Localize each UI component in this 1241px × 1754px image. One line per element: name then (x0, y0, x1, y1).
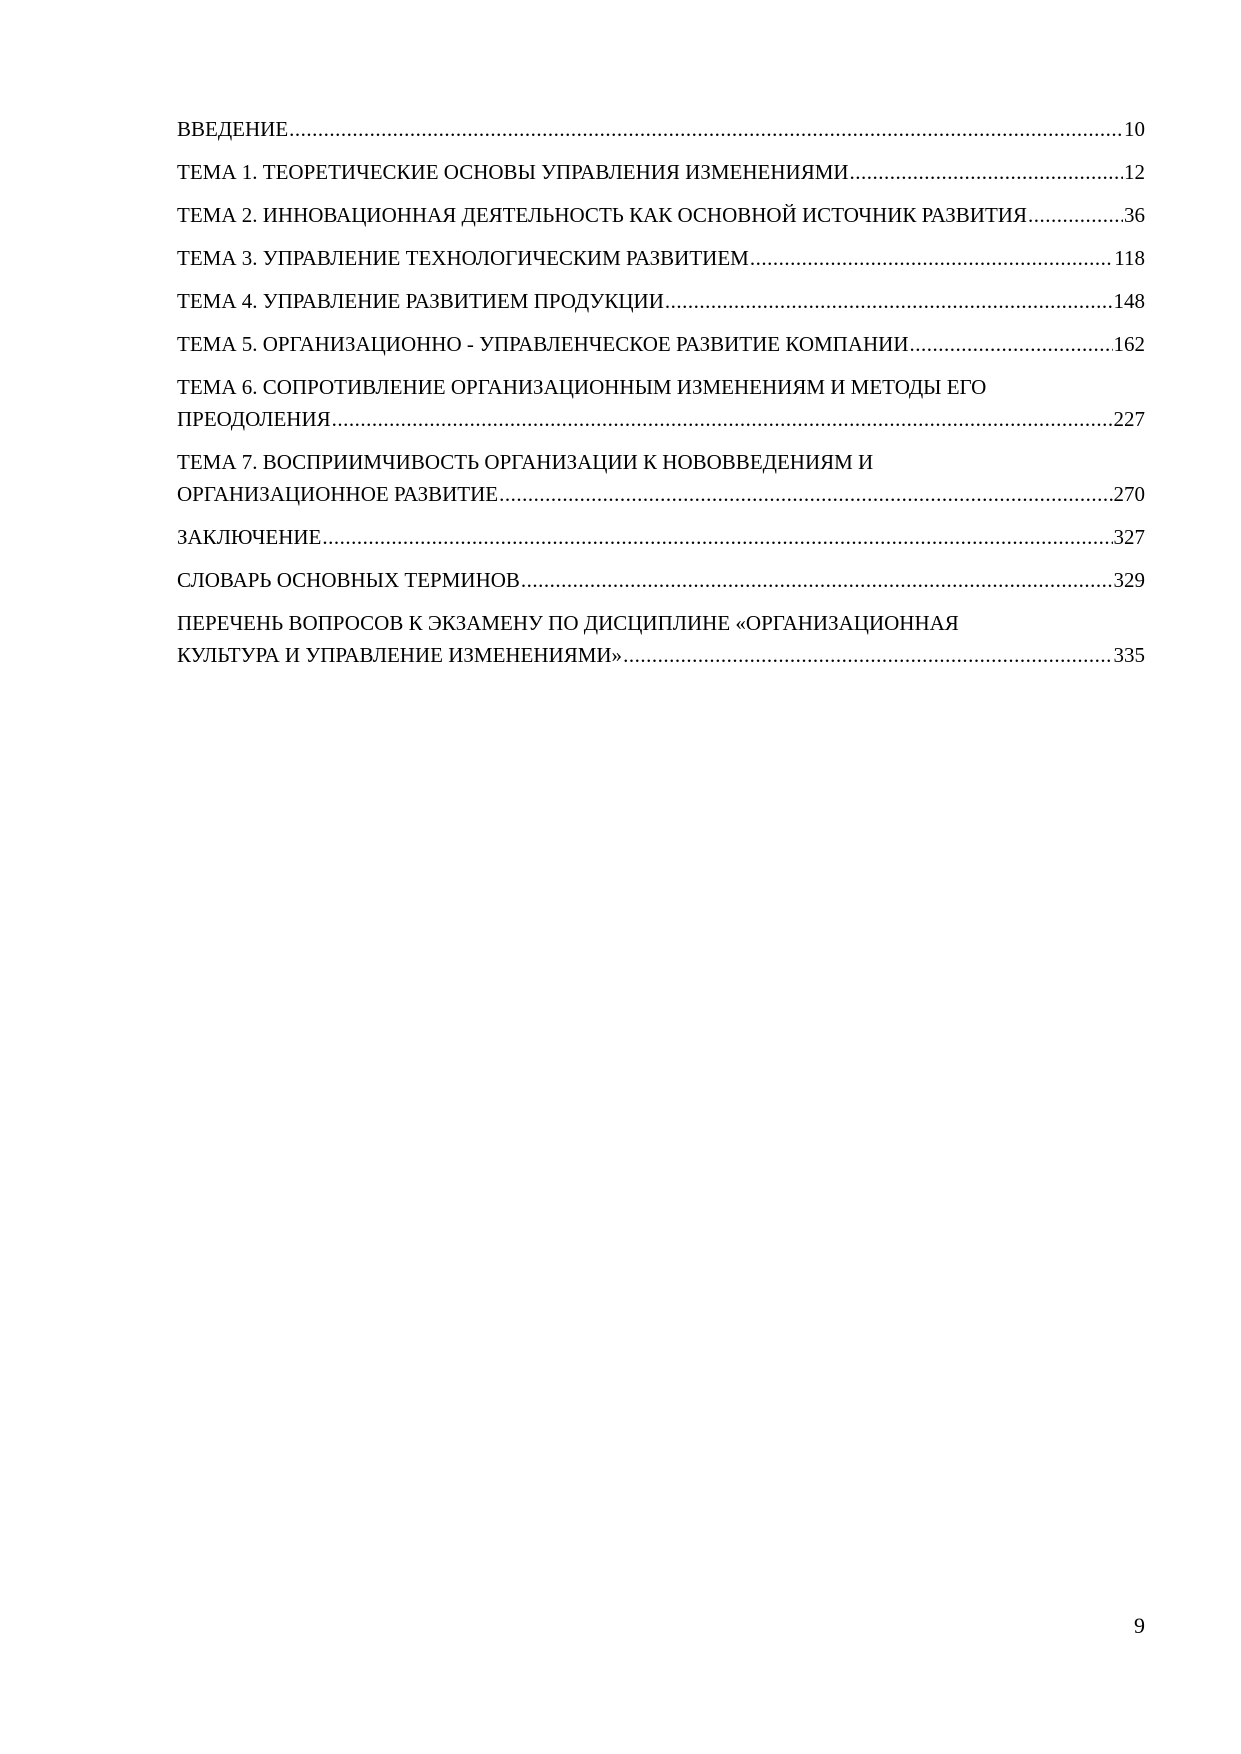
toc-line (177, 328, 1145, 360)
toc-dot-leader (332, 403, 1113, 435)
toc-line (177, 285, 1145, 317)
toc-dot-leader (521, 564, 1113, 596)
toc-entry-title-line-2: КУЛЬТУРА И УПРАВЛЕНИЕ ИЗМЕНЕНИЯМИ» (177, 643, 623, 667)
toc-entry-exam-questions[interactable] (177, 607, 1145, 671)
toc-entry-topic-2[interactable] (177, 199, 1145, 231)
toc-line (177, 242, 1145, 274)
toc-entry-page: 36 (1124, 203, 1145, 227)
table-of-contents (177, 113, 1145, 682)
toc-line (177, 113, 1145, 145)
toc-dot-leader (289, 113, 1123, 145)
toc-dot-leader (910, 328, 1113, 360)
toc-entry-topic-3[interactable] (177, 242, 1145, 274)
toc-entry-page: 329 (1113, 568, 1145, 592)
toc-entry-title: ТЕМА 2. ИННОВАЦИОННАЯ ДЕЯТЕЛЬНОСТЬ КАК ОСНОВНОЙ ИСТОЧНИК РАЗВИТИЯ (177, 203, 1027, 227)
toc-entry-topic-6[interactable] (177, 371, 1145, 435)
toc-entry-page: 270 (1113, 482, 1145, 506)
toc-entry-page: 162 (1113, 332, 1145, 356)
toc-entry-topic-7[interactable] (177, 446, 1145, 510)
toc-entry-title: ТЕМА 5. ОРГАНИЗАЦИОННО - УПРАВЛЕНЧЕСКОЕ РАЗВИТИЕ КОМПАНИИ (177, 332, 909, 356)
page-number: 9 (1134, 1613, 1145, 1638)
toc-line (177, 521, 1145, 553)
toc-entry-page: 148 (1113, 289, 1145, 313)
toc-entry-glossary[interactable] (177, 564, 1145, 596)
toc-entry-page: 12 (1124, 160, 1145, 184)
toc-line (177, 403, 1145, 435)
toc-entry-page: 10 (1124, 117, 1145, 141)
toc-entry-title: СЛОВАРЬ ОСНОВНЫХ ТЕРМИНОВ (177, 568, 520, 592)
toc-entry-topic-4[interactable] (177, 285, 1145, 317)
toc-entry-page: 118 (1114, 246, 1145, 270)
toc-line (177, 478, 1145, 510)
toc-entry-title-line-2: ОРГАНИЗАЦИОННОЕ РАЗВИТИЕ (177, 482, 499, 506)
toc-line (177, 156, 1145, 188)
toc-dot-leader (623, 639, 1112, 671)
toc-entry-title-line-1: ПЕРЕЧЕНЬ ВОПРОСОВ К ЭКЗАМЕНУ ПО ДИСЦИПЛИНЕ «ОРГАНИЗАЦИОННАЯ (177, 611, 959, 635)
toc-dot-leader (322, 521, 1112, 553)
toc-entry-title: ТЕМА 4. УПРАВЛЕНИЕ РАЗВИТИЕМ ПРОДУКЦИИ (177, 289, 664, 313)
toc-line (177, 564, 1145, 596)
toc-entry-title: ТЕМА 1. ТЕОРЕТИЧЕСКИЕ ОСНОВЫ УПРАВЛЕНИЯ ИЗМЕНЕНИЯМИ (177, 160, 849, 184)
toc-dot-leader (665, 285, 1113, 317)
toc-entry-introduction[interactable] (177, 113, 1145, 145)
toc-entry-conclusion[interactable] (177, 521, 1145, 553)
toc-dot-leader (850, 156, 1123, 188)
toc-entry-title: ВВЕДЕНИЕ (177, 117, 289, 141)
toc-entry-page: 227 (1113, 407, 1145, 431)
toc-entry-page: 335 (1113, 643, 1145, 667)
toc-entry-topic-5[interactable] (177, 328, 1145, 360)
toc-line (177, 199, 1145, 231)
toc-dot-leader (750, 242, 1113, 274)
toc-entry-title: ЗАКЛЮЧЕНИЕ (177, 525, 322, 549)
toc-line (177, 639, 1145, 671)
toc-dot-leader (1028, 199, 1123, 231)
toc-entry-title-line-2: ПРЕОДОЛЕНИЯ (177, 407, 331, 431)
toc-entry-title-line-1: ТЕМА 6. СОПРОТИВЛЕНИЕ ОРГАНИЗАЦИОННЫМ ИЗМЕНЕНИЯМ И МЕТОДЫ ЕГО (177, 375, 987, 399)
toc-entry-page: 327 (1113, 525, 1145, 549)
toc-entry-title: ТЕМА 3. УПРАВЛЕНИЕ ТЕХНОЛОГИЧЕСКИМ РАЗВИТИЕМ (177, 246, 749, 270)
toc-entry-topic-1[interactable] (177, 156, 1145, 188)
toc-entry-title-line-1: ТЕМА 7. ВОСПРИИМЧИВОСТЬ ОРГАНИЗАЦИИ К НОВОВВЕДЕНИЯМ И (177, 450, 874, 474)
toc-dot-leader (499, 478, 1112, 510)
